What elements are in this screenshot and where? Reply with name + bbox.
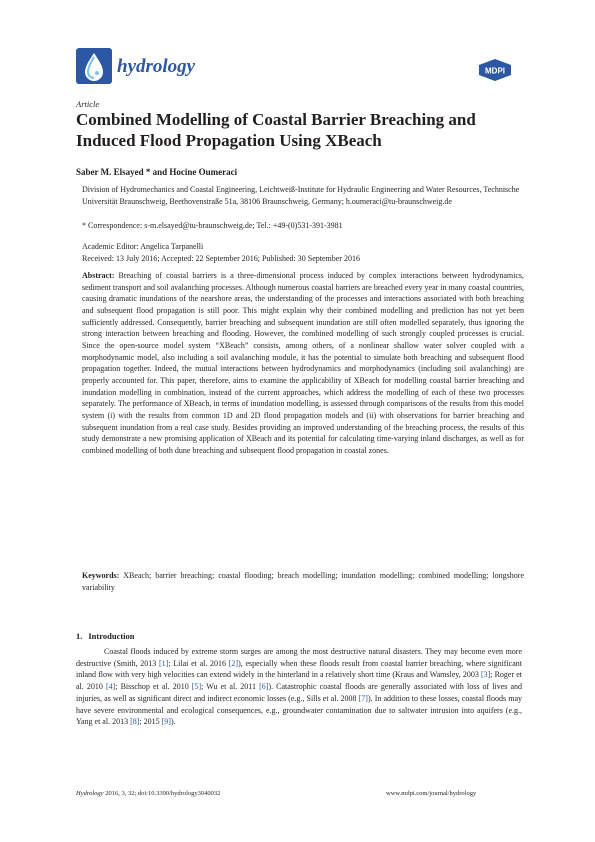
- introduction-paragraph: [76, 646, 522, 728]
- article-meta: [82, 241, 522, 264]
- mdpi-logo-text: MDPI: [485, 66, 505, 76]
- paragraph-text: ; Roger et al. 2010: [76, 670, 523, 692]
- paragraph-text: ; 2015: [139, 717, 162, 727]
- abstract: [82, 270, 524, 457]
- footer-journal: Hydrology: [76, 790, 104, 797]
- author-list: Saber M. Elsayed * and Hocine Oumeraci: [76, 167, 238, 177]
- footer-url[interactable]: www.mdpi.com/journal/hydrology: [386, 790, 477, 797]
- reference-link[interactable]: [2]: [228, 658, 239, 668]
- paragraph-text: Coastal floods induced by extreme storm surges are among the most destructive natural disasters. They may become even more destructive (Smith, 2013: [76, 647, 522, 668]
- reference-link[interactable]: [9]: [161, 717, 171, 727]
- affiliation: Division of Hydromechanics and Coastal Engineering, Leichtweiß-Institute for Hydraulic Engineering and Water Resources, Technische Universität Braunschweig, Beethovenstraße 51a, 38106 Braunschweig, Germany; h.oumeraci@tu-braunschweig.de: [82, 185, 520, 206]
- journal-name: hydrology: [117, 56, 196, 77]
- paragraph-text: ). Catastrophic coastal floods are generally associated with loss of lives and injuries, as well as significant direct and indirect economic losses (e.g., Sills et al. 2008: [76, 682, 522, 703]
- keywords-text: XBeach; barrier breaching; coastal flooding; breach modelling; inundation modelling; combined modelling; longshore variability: [82, 571, 524, 592]
- reference-link[interactable]: [5]: [191, 682, 202, 692]
- keywords: [82, 570, 524, 593]
- reference-link[interactable]: [3]: [480, 670, 491, 680]
- paragraph-text: ). In addition to these losses, coastal floods may have severe environmental and ecological consequences, e.g., groundwater contamination due to saltwater intrusion into aquifers (e.g., Yang et al. 2013: [76, 693, 523, 727]
- paragraph-text: ; Wu et al. 2011: [201, 682, 260, 692]
- paragraph-text: ; Lilai et al. 2016: [168, 658, 229, 668]
- reference-link[interactable]: [7]: [358, 693, 368, 703]
- section-number: 1.: [76, 631, 83, 641]
- paragraph-text: ; Bisschop et al. 2010: [115, 682, 192, 692]
- reference-link[interactable]: [4]: [105, 682, 116, 692]
- footer-citation: [76, 790, 220, 797]
- section-heading: [76, 631, 135, 641]
- abstract-text: Breaching of coastal barriers is a three-dimensional process induced by complex interactions between hydrodynamics, sediment transport and soil avalanching processes. Although numerous coastal barriers are breached every year in many coastal countries, causing dramatic inundations of the nearshore areas, the understanding of the processes and interactions associated with both breaching and subsequent flood propagation is still poor. This might explain why their combined modelling and prediction has not yet been sufficiently addressed. Consequently, barrier breaching and subsequent inundation are still often modelled separately, thus ignoring the strong interaction between breaching and flooding. However, the combined modelling of such strongly coupled processes is crucial. Since the open-source model system “XBeach” consists, among others, of a nonlinear shallow water solver coupled with a morphodynamic model, also including a soil avalanching module, it has the potential to simulate both breaching and subsequent flood propagation together. Indeed, the mutual interactions between hydrodynamics and morphodynamics (including soil avalanching) are properly accounted for. This paper, therefore, aims to examine the applicability of XBeach for modelling coastal barrier breaching and inundation modelling in combination, instead of the current approaches, which address the modelling of each of these two processes separately. The performance of XBeach, in terms of inundation modelling, is assessed through comparisons of the results from this model system (i) with the results from common 1D and 2D flood propagation models and (ii) with observations for barrier breaching and subsequent inundation from a real case study. Besides providing an improved understanding of the breaching process, the results of this study demonstrate a new promising application of XBeach and its potential for calculating time-varying inland discharges, as well as for combined modelling of both dune breaching and subsequent flood propagation in coastal zones.: [82, 271, 525, 455]
- reference-link[interactable]: [1]: [159, 658, 169, 668]
- article-title: Combined Modelling of Coastal Barrier Breaching and Induced Flood Propagation Using XBeach: [76, 110, 476, 150]
- abstract-label: Abstract:: [82, 271, 115, 280]
- mdpi-logo-icon: [476, 58, 514, 82]
- paragraph-text: ).: [170, 717, 176, 727]
- academic-editor: Academic Editor: Angelica Tarpanelli: [82, 242, 204, 251]
- section-title: Introduction: [88, 631, 135, 641]
- correspondence-text: Correspondence: s-m.elsayed@tu-braunschweig.de; Tel.: +49-(0)531-391-3981: [88, 221, 343, 230]
- water-drop-icon: [76, 48, 112, 84]
- keywords-label: Keywords:: [82, 571, 120, 580]
- footer-citation-text: 2016, 3, 32; doi:10.3390/hydrology3040032: [105, 790, 221, 797]
- correspondence: [82, 221, 522, 230]
- paragraph-text: ), especially when these floods result from coastal barrier breaching, where significant inland flow with very high velocities can extend widely in the hinterland in a relatively short time (Kraus and Wamsley, 2003: [76, 658, 522, 680]
- reference-link[interactable]: [8]: [130, 717, 140, 727]
- article-type: Article: [76, 99, 100, 109]
- article-dates: Received: 13 July 2016; Accepted: 22 September 2016; Published: 30 September 2016: [82, 253, 360, 263]
- reference-link[interactable]: [6]: [259, 682, 269, 692]
- correspondence-marker: *: [82, 221, 86, 230]
